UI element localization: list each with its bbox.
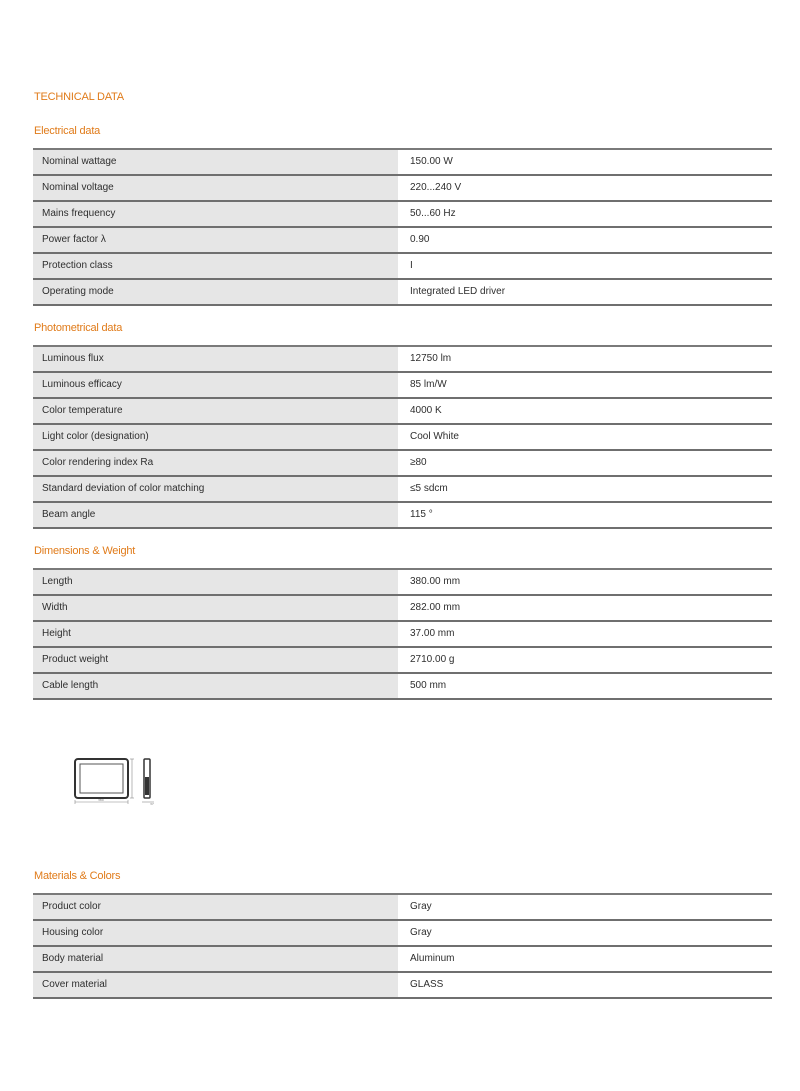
table-row: [33, 503, 772, 529]
table-row: [33, 477, 772, 503]
table-row: [33, 596, 772, 622]
electrical-table: [33, 148, 772, 306]
table-row: [33, 648, 772, 674]
spec-value: GLASS: [398, 973, 772, 997]
table-row: [33, 895, 772, 921]
spec-label: Luminous efficacy: [33, 373, 398, 397]
dimensions-table: [33, 568, 772, 700]
spec-value: 12750 lm: [398, 347, 772, 371]
table-row: [33, 674, 772, 700]
table-row: [33, 176, 772, 202]
spec-label: Nominal voltage: [33, 176, 398, 200]
spec-value: I: [398, 254, 772, 278]
spec-label: Color rendering index Ra: [33, 451, 398, 475]
spec-label: Cable length: [33, 674, 398, 698]
spec-value: Cool White: [398, 425, 772, 449]
spec-label: Standard deviation of color matching: [33, 477, 398, 501]
spec-value: 220...240 V: [398, 176, 772, 200]
spec-label: Beam angle: [33, 503, 398, 527]
spec-value: 0.90: [398, 228, 772, 252]
spec-label: Light color (designation): [33, 425, 398, 449]
table-row: [33, 973, 772, 999]
table-row: [33, 202, 772, 228]
spec-value: Gray: [398, 895, 772, 919]
table-row: [33, 622, 772, 648]
dimension-drawing-icon: [62, 752, 172, 812]
spec-value: Gray: [398, 921, 772, 945]
svg-text:380: 380: [98, 798, 104, 802]
spec-label: Color temperature: [33, 399, 398, 423]
table-row: [33, 947, 772, 973]
spec-label: Mains frequency: [33, 202, 398, 226]
spec-label: Length: [33, 570, 398, 594]
svg-text:37: 37: [150, 802, 154, 806]
spec-value: 4000 K: [398, 399, 772, 423]
photometrical-table: [33, 345, 772, 529]
table-row: [33, 254, 772, 280]
spec-value: 282.00 mm: [398, 596, 772, 620]
section-title-materials: Materials & Colors: [34, 870, 121, 882]
spec-label: Cover material: [33, 973, 398, 997]
spec-value: 50...60 Hz: [398, 202, 772, 226]
table-row: [33, 425, 772, 451]
spec-value: Aluminum: [398, 947, 772, 971]
page-title: TECHNICAL DATA: [34, 91, 124, 103]
spec-label: Housing color: [33, 921, 398, 945]
table-row: [33, 347, 772, 373]
spec-label: Operating mode: [33, 280, 398, 304]
spec-value: 150.00 W: [398, 150, 772, 174]
spec-value: ≥80: [398, 451, 772, 475]
spec-label: Width: [33, 596, 398, 620]
table-row: [33, 921, 772, 947]
spec-value: 2710.00 g: [398, 648, 772, 672]
spec-value: ≤5 sdcm: [398, 477, 772, 501]
spec-label: Body material: [33, 947, 398, 971]
spec-value: 37.00 mm: [398, 622, 772, 646]
table-row: [33, 570, 772, 596]
table-row: [33, 451, 772, 477]
spec-label: Nominal wattage: [33, 150, 398, 174]
spec-value: 380.00 mm: [398, 570, 772, 594]
spec-value: 115 °: [398, 503, 772, 527]
section-title-dimensions: Dimensions & Weight: [34, 545, 136, 557]
table-row: [33, 280, 772, 306]
section-title-electrical: Electrical data: [34, 125, 101, 137]
table-row: [33, 399, 772, 425]
spec-label: Height: [33, 622, 398, 646]
section-title-photometrical: Photometrical data: [34, 322, 123, 334]
table-row: [33, 373, 772, 399]
spec-value: 500 mm: [398, 674, 772, 698]
table-row: [33, 150, 772, 176]
table-row: [33, 228, 772, 254]
spec-value: 85 lm/W: [398, 373, 772, 397]
spec-label: Power factor λ: [33, 228, 398, 252]
materials-table: [33, 893, 772, 999]
spec-value: Integrated LED driver: [398, 280, 772, 304]
spec-label: Luminous flux: [33, 347, 398, 371]
spec-label: Product color: [33, 895, 398, 919]
spec-label: Protection class: [33, 254, 398, 278]
spec-label: Product weight: [33, 648, 398, 672]
